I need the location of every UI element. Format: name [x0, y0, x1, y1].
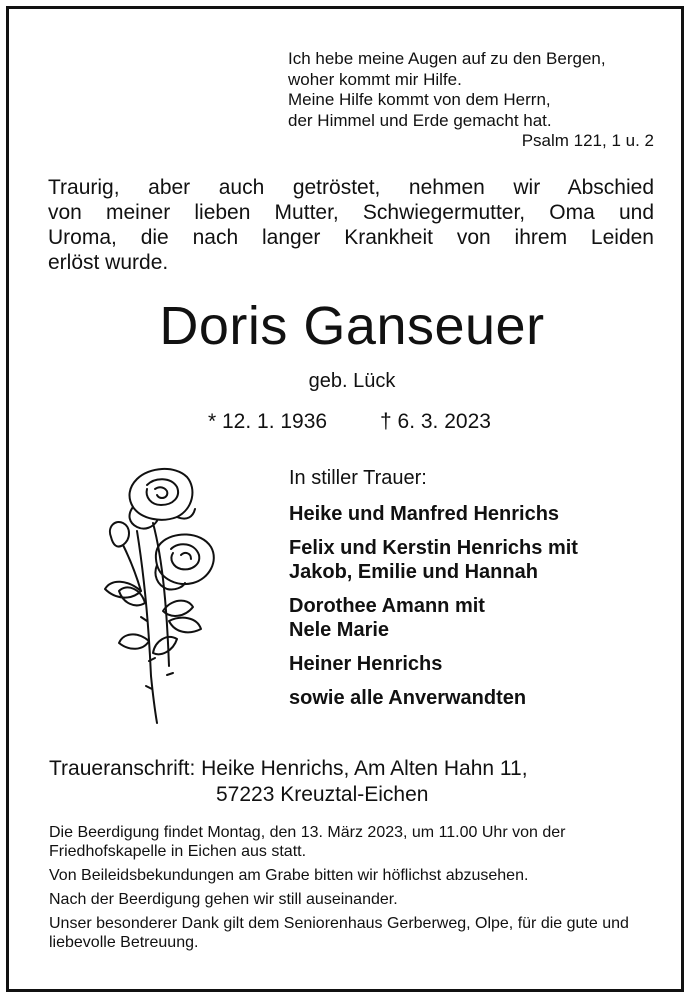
death-date: † 6. 3. 2023: [380, 410, 491, 433]
mourners-heading: In stiller Trauer:: [289, 467, 427, 489]
verse-line: Meine Hilfe kommt von dem Herrn,: [288, 90, 551, 109]
address-line-2: 57223 Kreuztal-Eichen: [216, 783, 429, 806]
verse-line: der Himmel und Erde gemacht hat.: [288, 110, 552, 130]
life-dates: [208, 409, 608, 435]
mourner-entry: Heiner Henrichs: [289, 653, 443, 675]
intro-line: von meiner lieben Mutter, Schwiegermutter, Oma und: [48, 201, 654, 224]
funeral-note: Nach der Beerdigung gehen wir still auseinander.: [49, 891, 398, 908]
intro-text: [48, 175, 654, 275]
mourner-entry: Felix und Kerstin Henrichs mit Jakob, Emilie und Hannah: [289, 537, 578, 583]
funeral-notes: [49, 823, 659, 957]
funeral-note: Von Beileidsbekundungen am Grabe bitten wir höflichst abzusehen.: [49, 867, 529, 884]
verse-line: Ich hebe meine Augen auf zu den Bergen,: [288, 49, 606, 68]
bible-verse: [288, 49, 654, 152]
birth-name: geb. Lück: [308, 370, 396, 392]
mourning-address: [49, 756, 659, 808]
obituary-notice: [6, 6, 684, 992]
funeral-note: Die Beerdigung findet Montag, den 13. März 2023, um 11.00 Uhr von der Friedhofskapelle in Eichen aus statt.: [49, 824, 566, 860]
mourner-entry: Heike und Manfred Henrichs: [289, 503, 560, 525]
rose-illustration-icon: [97, 461, 227, 729]
mourners-list: [289, 466, 659, 720]
verse-reference: Psalm 121, 1 u. 2: [521, 131, 654, 150]
intro-line: Uroma, die nach langer Krankheit von ihrem Leiden: [48, 226, 654, 249]
verse-line: woher kommt mir Hilfe.: [288, 69, 462, 89]
birth-date: * 12. 1. 1936: [208, 410, 328, 433]
address-line-1: Traueranschrift: Heike Henrichs, Am Alten Hahn 11,: [49, 757, 528, 780]
funeral-note: Unser besonderer Dank gilt dem Seniorenhaus Gerberweg, Olpe, für die gute und liebevolle Betreuung.: [49, 915, 629, 951]
intro-line: Traurig, aber auch getröstet, nehmen wir Abschied: [48, 176, 654, 199]
mourner-entry: sowie alle Anverwandten: [289, 687, 527, 709]
deceased-name: Doris Ganseuer: [159, 296, 545, 356]
mourner-entry: Dorothee Amann mit Nele Marie: [289, 595, 485, 641]
intro-line: erlöst wurde.: [48, 251, 169, 274]
